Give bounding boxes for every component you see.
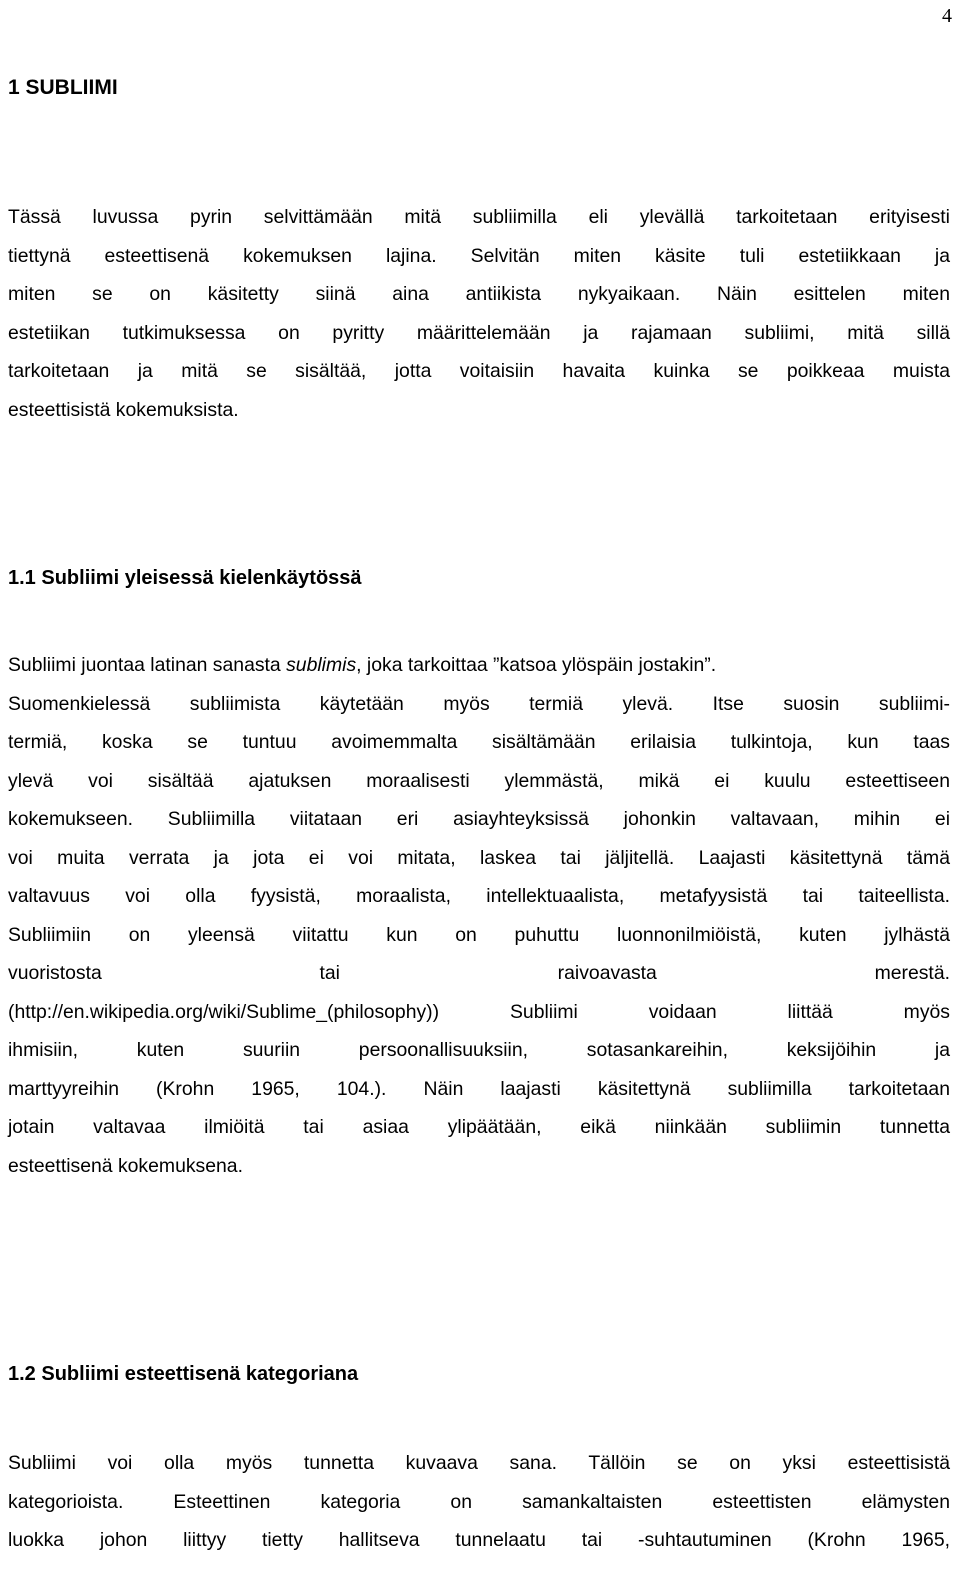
chapter-heading: 1 SUBLIIMI xyxy=(8,76,118,99)
text-line: jotain valtavaa ilmiöitä tai asiaa ylipäätään, eikä niinkään subliimin tunnetta xyxy=(8,1116,950,1138)
text-line: voi muita verrata ja jota ei voi mitata, laskea tai jäljitellä. Laajasti käsitettynä tämä xyxy=(8,846,950,869)
section-1-2-paragraph xyxy=(8,1444,950,1560)
text-line: kategorioista. Esteettinen kategoria on samankaltaisten esteettisten elämysten xyxy=(8,1490,950,1513)
text-line: tiettynä esteettisenä kokemuksen lajina. Selvitän miten käsite tuli estetiikkaan ja xyxy=(8,244,950,267)
text-line: estetiikan tutkimuksessa on pyritty määrittelemään ja rajamaan subliimi, mitä sillä xyxy=(8,321,950,344)
text-line: vuoristosta tai raivoavasta merestä. xyxy=(8,962,950,984)
latin-term: sublimis xyxy=(286,654,357,676)
text-line: termiä, koska se tuntuu avoimemmalta sisältämään erilaisia tulkintoja, kun taas xyxy=(8,731,950,753)
text-line: Tässä luvussa pyrin selvittämään mitä subliimilla eli ylevällä tarkoitetaan erityisesti xyxy=(8,206,950,228)
text-line: (http://en.wikipedia.org/wiki/Sublime_(philosophy)) Subliimi voidaan liittää myös xyxy=(8,1000,950,1023)
text-line: ylevä voi sisältää ajatuksen moraalisesti ylemmästä, mikä ei kuulu esteettiseen xyxy=(8,769,950,792)
section-heading-1-2: 1.2 Subliimi esteettisenä kategoriana xyxy=(8,1363,359,1385)
text-line: luokka johon liittyy tietty hallitseva tunnelaatu tai -suhtautuminen (Krohn 1965, xyxy=(8,1529,950,1551)
text-line: kokemukseen. Subliimilla viitataan eri asiayhteyksissä johonkin valtavaan, mihin ei xyxy=(8,808,950,830)
intro-paragraph xyxy=(8,198,950,429)
text-line: marttyyreihin (Krohn 1965, 104.). Näin laajasti käsitettynä subliimilla tarkoitetaan xyxy=(8,1077,950,1100)
page-number: 4 xyxy=(942,5,952,27)
text-line: Suomenkielessä subliimista käytetään myös termiä ylevä. Itse suosin subliimi- xyxy=(8,692,950,715)
text-line: Subliimiin on yleensä viitattu kun on puhuttu luonnonilmiöistä, kuten jylhästä xyxy=(8,923,950,946)
text-line: esteettisistä kokemuksista. xyxy=(8,398,239,421)
text-line: esteettisenä kokemuksena. xyxy=(8,1154,243,1177)
text-line: tarkoitetaan ja mitä se sisältää, jotta voitaisiin havaita kuinka se poikkeaa muista xyxy=(8,360,950,382)
section-1-1-paragraph xyxy=(8,646,950,1185)
section-heading-1-1: 1.1 Subliimi yleisessä kielenkäytössä xyxy=(8,567,362,589)
text-line: ihmisiin, kuten suuriin persoonallisuuksiin, sotasankareihin, keksijöihin ja xyxy=(8,1039,950,1061)
text-line: Subliimi voi olla myös tunnetta kuvaava sana. Tällöin se on yksi esteettisistä xyxy=(8,1452,950,1474)
text-line: Subliimi juontaa latinan sanasta sublimis, joka tarkoittaa ”katsoa ylöspäin jostakin”. xyxy=(8,654,717,676)
text-line: valtavuus voi olla fyysistä, moraalista, intellektuaalista, metafyysistä tai taiteellista. xyxy=(8,885,950,907)
text-line: miten se on käsitetty siinä aina antiikista nykyaikaan. Näin esittelen miten xyxy=(8,283,950,305)
